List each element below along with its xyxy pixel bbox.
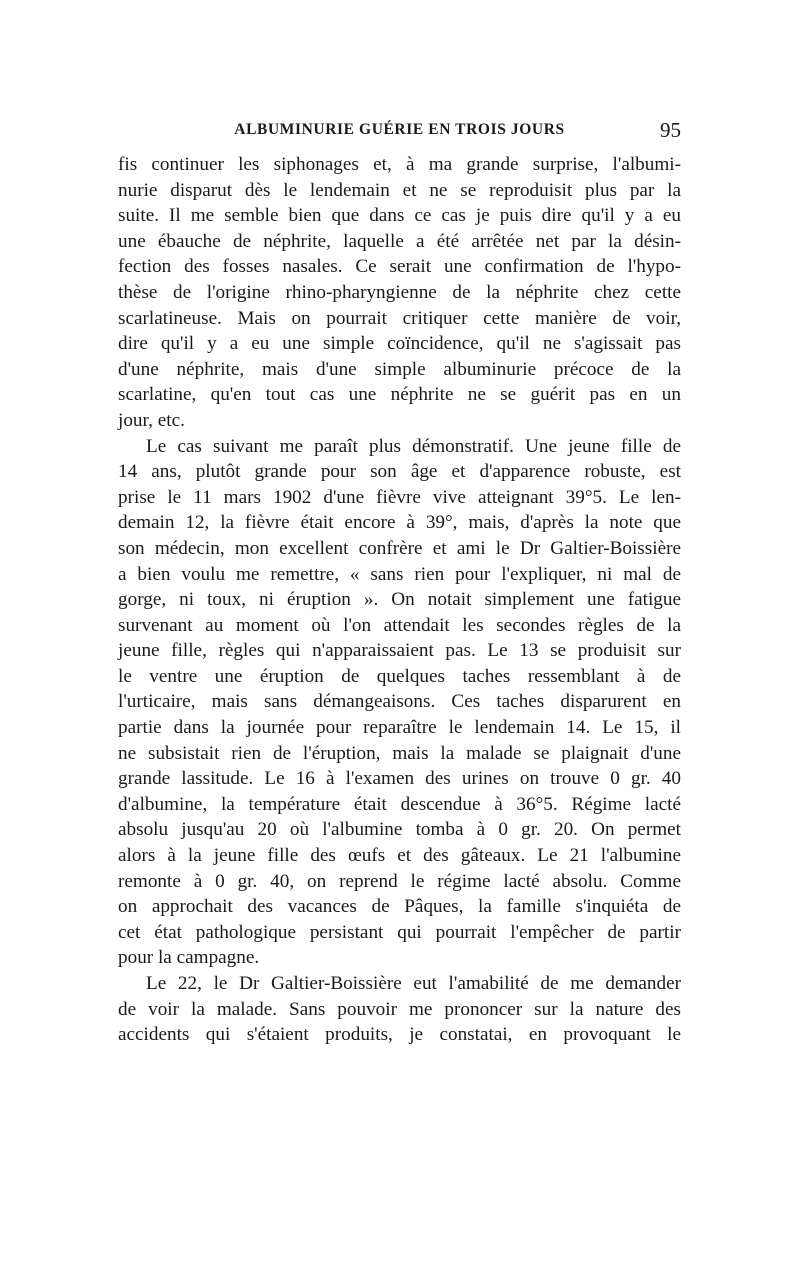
- text-line: 14 ans, plutôt grande pour son âge et d'apparence robuste, est: [118, 461, 681, 483]
- text-line: dire qu'il y a eu une simple coïncidence, qu'il ne s'agissait pas: [118, 333, 681, 355]
- text-line: survenant au moment où l'on attendait les secondes règles de la: [118, 614, 681, 636]
- text-line: Le cas suivant me paraît plus démonstratif. Une jeune fille de: [146, 435, 681, 457]
- text-line: gorge, ni toux, ni éruption ». On notait simplement une fatigue: [118, 589, 681, 611]
- running-title: ALBUMINURIE GUÉRIE EN TROIS JOURS: [234, 121, 565, 138]
- text-line: de voir la malade. Sans pouvoir me prononcer sur la nature des: [118, 998, 681, 1020]
- text-line: d'une néphrite, mais d'une simple albuminurie précoce de la: [118, 358, 681, 380]
- text-line: fis continuer les siphonages et, à ma grande surprise, l'albumi-: [118, 154, 681, 175]
- text-line: le ventre une éruption de quelques taches ressemblant à de: [118, 665, 681, 687]
- text-line: une ébauche de néphrite, laquelle a été arrêtée net par la désin-: [118, 230, 681, 252]
- text-line: scarlatine, qu'en tout cas une néphrite ne se guérit pas en un: [118, 384, 681, 406]
- text-line: Le 22, le Dr Galtier-Boissière eut l'amabilité de me demander: [146, 973, 681, 994]
- text-line: remonte à 0 gr. 40, on reprend le régime lacté absolu. Comme: [118, 870, 681, 892]
- text-line: jeune fille, règles qui n'apparaissaient pas. Le 13 se produisit sur: [118, 640, 681, 662]
- text-line: scarlatineuse. Mais on pourrait critiquer cette manière de voir,: [118, 307, 681, 329]
- text-line: suite. Il me semble bien que dans ce cas je puis dire qu'il y a eu: [118, 205, 681, 227]
- text-line: d'albumine, la température était descendue à 36°5. Régime lacté: [118, 793, 681, 815]
- page-number: 95: [660, 118, 681, 142]
- text-line: son médecin, mon excellent confrère et ami le Dr Galtier-Boissière: [118, 537, 681, 559]
- text-line: a bien voulu me remettre, « sans rien pour l'expliquer, ni mal de: [118, 563, 681, 585]
- text-line: l'urticaire, mais sans démangeaisons. Ces taches disparurent en: [118, 691, 681, 713]
- text-line: nurie disparut dès le lendemain et ne se reproduisit plus par la: [118, 179, 681, 201]
- text-line: alors à la jeune fille des œufs et des gâteaux. Le 21 l'albumine: [118, 845, 681, 867]
- text-line: ne subsistait rien de l'éruption, mais la malade se plaignait d'une: [118, 742, 681, 764]
- text-line: grande lassitude. Le 16 à l'examen des urines on trouve 0 gr. 40: [118, 768, 681, 790]
- text-line: cet état pathologique persistant qui pourrait l'empêcher de partir: [118, 921, 681, 943]
- text-line: partie dans la journée pour reparaître le lendemain 14. Le 15, il: [118, 717, 681, 739]
- text-line: absolu jusqu'au 20 où l'albumine tomba à 0 gr. 20. On permet: [118, 819, 681, 841]
- body-text: [118, 152, 681, 1048]
- text-line: prise le 11 mars 1902 d'une fièvre vive atteignant 39°5. Le len-: [118, 486, 681, 508]
- text-line: on approchait des vacances de Pâques, la famille s'inquiéta de: [118, 896, 681, 918]
- text-line: accidents qui s'étaient produits, je constatai, en provoquant le: [118, 1024, 681, 1046]
- text-line: jour, etc.: [118, 409, 185, 431]
- text-line: fection des fosses nasales. Ce serait une confirmation de l'hypo-: [118, 256, 681, 278]
- running-head: [118, 117, 681, 143]
- text-line: demain 12, la fièvre était encore à 39°, mais, d'après la note que: [118, 512, 681, 534]
- text-line: pour la campagne.: [118, 947, 260, 969]
- text-line: thèse de l'origine rhino-pharyngienne de la néphrite chez cette: [118, 281, 681, 303]
